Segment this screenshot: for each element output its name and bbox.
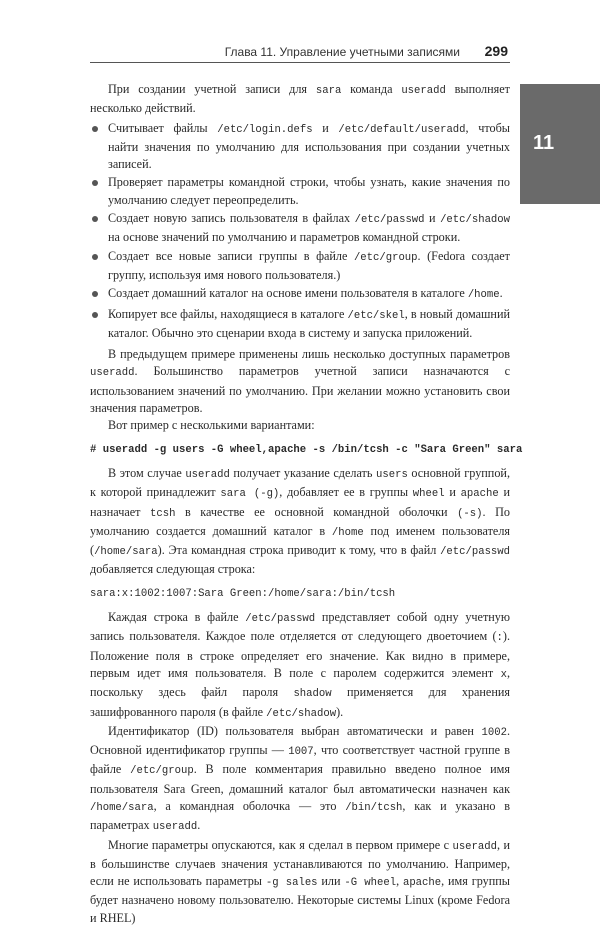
text: команда bbox=[341, 82, 402, 96]
text: При создании учетной записи для bbox=[108, 82, 316, 96]
inline-code: useradd bbox=[90, 367, 135, 380]
text: , а командная оболочка — это bbox=[153, 798, 346, 813]
running-header bbox=[90, 42, 510, 63]
text: , в новый домашний каталог. Обычно это сценарии входа в систему и запуска приложений. bbox=[108, 306, 510, 340]
paragraph-defaults bbox=[90, 837, 510, 927]
text: или bbox=[317, 874, 345, 889]
code-passwd-line: sara:x:1002:1007:Sara Green:/home/sara:/bin/tcsh bbox=[90, 587, 396, 600]
inline-code: 1007 bbox=[288, 746, 314, 759]
inline-code: users bbox=[376, 468, 408, 481]
chapter-tab bbox=[520, 84, 600, 204]
inline-code: apache bbox=[402, 877, 442, 890]
inline-code: sara (-g) bbox=[220, 488, 280, 501]
inline-code: -g sales bbox=[265, 877, 318, 890]
inline-code: 1002 bbox=[481, 726, 507, 739]
inline-code: /home/sara bbox=[94, 546, 158, 559]
text: Проверяет параметры командной строки, чтобы узнать, какие значения по умолчанию следует переопределить. bbox=[108, 175, 510, 207]
paragraph-example-intro bbox=[90, 417, 510, 434]
text: Многие параметры опускаются, как я сделал в первом примере с bbox=[108, 837, 453, 852]
inline-code: useradd bbox=[152, 821, 198, 834]
list-item bbox=[90, 174, 510, 209]
list-item bbox=[90, 248, 510, 285]
inline-code: useradd bbox=[401, 85, 446, 97]
text: , имя группы будет назначено новому пользователю. Некоторые системы Linux (кроме Fedora и RHEL) bbox=[90, 874, 510, 925]
bullet-list bbox=[90, 120, 510, 343]
paragraph-intro bbox=[90, 81, 510, 118]
text: В предыдущем примере применены лишь несколько доступных параметров bbox=[108, 347, 510, 362]
text: Каждая строка в файле bbox=[108, 610, 246, 625]
text: ). Положение поля в строке определяет его значение. Как видно в примере, первым идет имя пользователя. В поле с паролем содержится элемент bbox=[90, 629, 510, 680]
paragraph-options bbox=[90, 346, 510, 417]
text: под именем пользователя ( bbox=[90, 523, 511, 558]
inline-code: sara bbox=[315, 85, 342, 97]
text: получает указание сделать bbox=[229, 465, 377, 480]
text: Создает новую запись пользователя в файлах bbox=[108, 211, 355, 226]
text: основной группой, к которой принадлежит bbox=[90, 465, 510, 500]
text: , bbox=[396, 874, 403, 889]
inline-code: useradd bbox=[185, 468, 230, 481]
inline-code: tcsh bbox=[150, 507, 176, 520]
bullet-icon bbox=[92, 180, 98, 186]
text: . bbox=[197, 818, 201, 833]
text: , добавляет ее в группы bbox=[279, 485, 413, 500]
inline-code: (-s) bbox=[457, 507, 483, 520]
text: и bbox=[312, 120, 339, 135]
text: Создает все новые записи группы в файле bbox=[108, 248, 354, 263]
inline-code: /etc/default/useradd bbox=[338, 123, 466, 136]
paragraph-explanation bbox=[90, 465, 510, 579]
bullet-icon bbox=[92, 254, 98, 260]
inline-code: /etc/passwd bbox=[245, 613, 316, 626]
bullet-icon bbox=[92, 291, 98, 297]
bullet-icon bbox=[92, 216, 98, 222]
paragraph-passwd bbox=[90, 609, 510, 723]
text: , как и указано в параметрах bbox=[90, 798, 510, 833]
page-body bbox=[90, 81, 523, 927]
chapter-tab-number: 11 bbox=[533, 132, 555, 154]
chapter-title: Глава 11. Управление учетными записями bbox=[224, 45, 460, 59]
inline-code: /etc/skel bbox=[347, 309, 405, 322]
inline-code: useradd bbox=[452, 840, 497, 853]
text: Считывает файлы bbox=[108, 120, 218, 135]
inline-code: /etc/login.defs bbox=[217, 123, 313, 136]
text: и bbox=[444, 485, 461, 500]
text: применяется для хранения зашифрованного пароля (в файле bbox=[90, 685, 510, 719]
inline-code: /bin/tcsh bbox=[345, 801, 403, 814]
text: . По умолчанию создается домашний каталог в bbox=[90, 504, 510, 538]
page-number: 299 bbox=[484, 43, 508, 59]
inline-code: /etc/group bbox=[353, 251, 418, 264]
inline-code: /etc/shadow bbox=[440, 214, 510, 227]
code-command: # useradd -g users -G wheel,apache -s /bin/tcsh -c "Sara Green" sara bbox=[90, 443, 523, 456]
text: . Основной идентификатор группы — bbox=[90, 723, 510, 758]
paragraph-ids bbox=[90, 723, 510, 837]
text: . В поле комментария правильно введено полное имя пользователя Sara Green, домашний каталог был автоматически назначен как bbox=[90, 762, 510, 796]
inline-code: /etc/group bbox=[130, 765, 194, 778]
text: и назначает bbox=[90, 485, 510, 519]
inline-code: -G wheel bbox=[344, 877, 397, 890]
text: . (Fedora создает группу, используя имя нового пользователя.) bbox=[108, 248, 510, 282]
text: , что соответствует частной группе в файле bbox=[90, 743, 510, 777]
text: Создает домашний каталог на основе имени пользователя в каталоге bbox=[108, 286, 468, 301]
text: в качестве ее основной командной оболочки bbox=[175, 504, 458, 519]
inline-code: /home bbox=[331, 526, 364, 539]
text: добавляется следующая строка: bbox=[90, 562, 256, 577]
text: . Большинство параметров учетной записи назначаются с использованием значений по умолчанию. При желании можно установить свои значения параметров. bbox=[90, 364, 510, 416]
text: ). bbox=[336, 704, 344, 719]
bullet-icon bbox=[92, 312, 98, 318]
inline-code: /etc/passwd bbox=[354, 214, 425, 227]
inline-code: /etc/passwd bbox=[440, 546, 510, 559]
inline-code: shadow bbox=[293, 688, 332, 701]
inline-code: /home bbox=[467, 289, 500, 302]
text: . bbox=[499, 286, 503, 301]
text: , поскольку здесь файл пароля bbox=[90, 665, 510, 700]
list-item bbox=[90, 120, 510, 174]
text: и bbox=[424, 211, 441, 226]
text: , чтобы найти значения по умолчанию для использования при создании учетных записей. bbox=[108, 120, 510, 172]
text: Вот пример с несколькими вариантами: bbox=[108, 418, 315, 433]
list-item bbox=[90, 306, 510, 343]
text: представляет собой одну учетную запись пользователя. Каждое поле отделяется от следующего двоеточием ( bbox=[90, 610, 510, 644]
list-item bbox=[90, 285, 510, 304]
inline-code: /home/sara bbox=[90, 801, 154, 814]
text: , и в большинстве случаев значения устанавливаются по умолчанию. Например, если не использовать параметры bbox=[90, 837, 510, 889]
inline-code: apache bbox=[460, 488, 499, 501]
list-item bbox=[90, 210, 510, 247]
bullet-icon bbox=[92, 126, 98, 132]
text: на основе значений по умолчанию и параметров командной строки. bbox=[108, 230, 461, 245]
text: выполняет несколько действий. bbox=[90, 82, 511, 116]
inline-code: : bbox=[496, 632, 503, 645]
text: ). Эта командная строка приводит к тому, что в файл bbox=[157, 543, 441, 558]
text: Идентификатор (ID) пользователя выбран автоматически и равен bbox=[108, 723, 482, 738]
inline-code: x bbox=[500, 668, 507, 681]
inline-code: wheel bbox=[412, 488, 445, 501]
inline-code: /etc/shadow bbox=[266, 707, 337, 720]
text: Копирует все файлы, находящиеся в каталоге bbox=[108, 306, 348, 321]
text: В этом случае bbox=[108, 465, 186, 480]
